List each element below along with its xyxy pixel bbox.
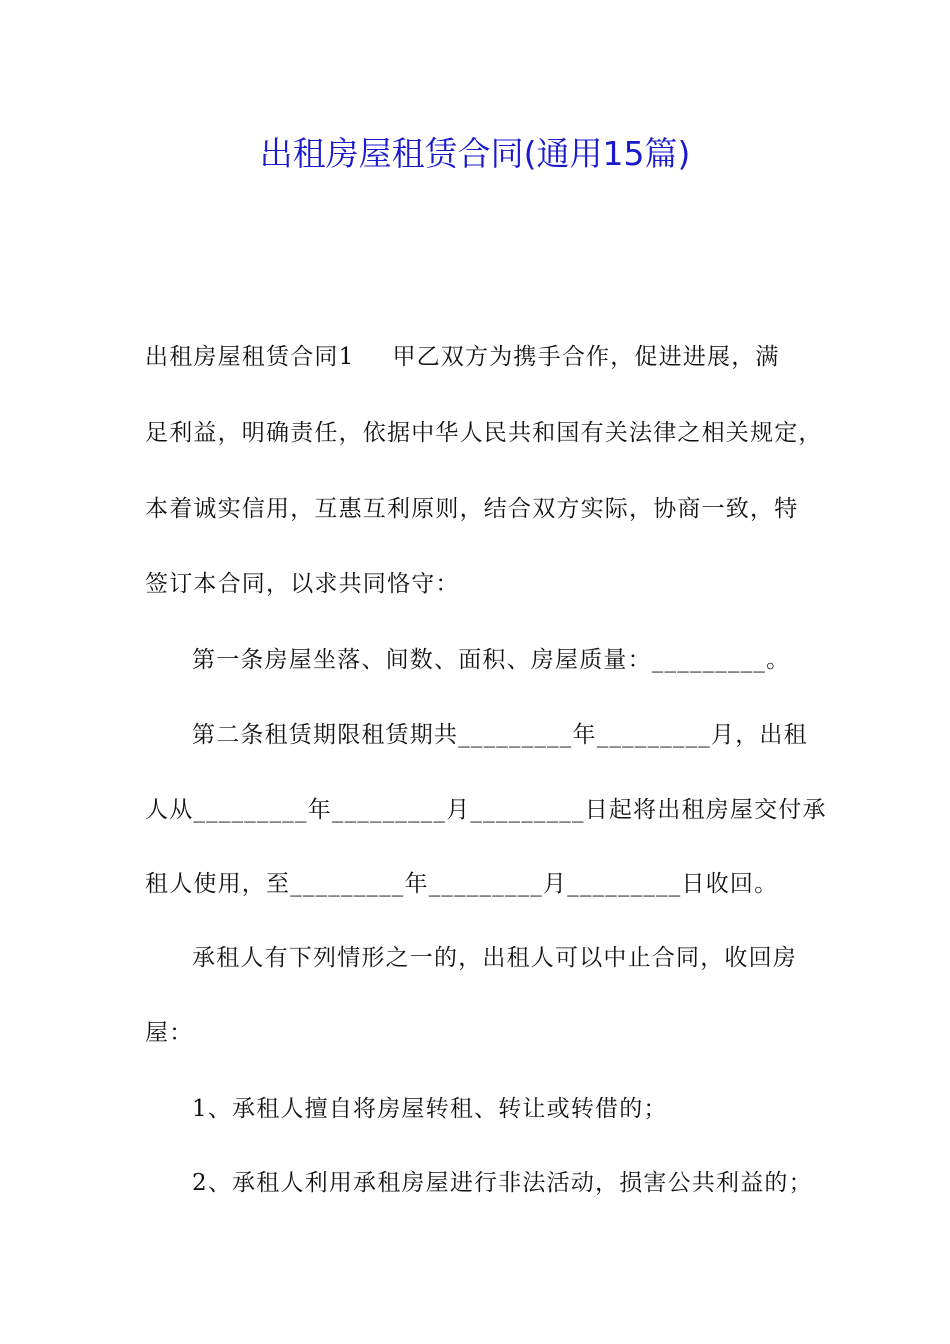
list-item-1: 1、承租人擅自将房屋转租、转让或转借的； <box>192 1096 668 1122</box>
list-item-2: 2、承租人利用承租房屋进行非法活动，损害公共利益的； <box>192 1170 813 1196</box>
termination-line-1: 承租人有下列情形之一的，出租人可以中止合同，收回房 <box>192 945 797 971</box>
article-1-line: 第一条房屋坐落、间数、面积、房屋质量：_________。 <box>192 647 791 673</box>
paragraph-line-2: 足利益，明确责任，依据中华人民共和国有关法律之相关规定， <box>145 420 823 446</box>
document-title: 出租房屋租赁合同(通用15篇) <box>259 134 691 173</box>
paragraph-line-1 <box>145 342 780 372</box>
contract-heading-inline: 出租房屋租赁合同1 <box>145 344 355 370</box>
paragraph-line-4: 签订本合同，以求共同恪守： <box>145 571 460 597</box>
paragraph-line-3: 本着诚实信用，互惠互利原则，结合双方实际，协商一致，特 <box>145 496 799 522</box>
termination-line-2: 屋： <box>145 1020 194 1046</box>
article-2-line: 第二条租赁期限租赁期共_________年_________月，出租 <box>192 722 808 748</box>
intro-text: 甲乙双方为携手合作，促进进展，满 <box>392 344 780 370</box>
article-2-line-2: 人从_________年_________月_________日起将出租房屋交付承 <box>145 797 827 823</box>
article-2-line-3: 租人使用，至_________年_________月_________日收回。 <box>145 871 779 897</box>
